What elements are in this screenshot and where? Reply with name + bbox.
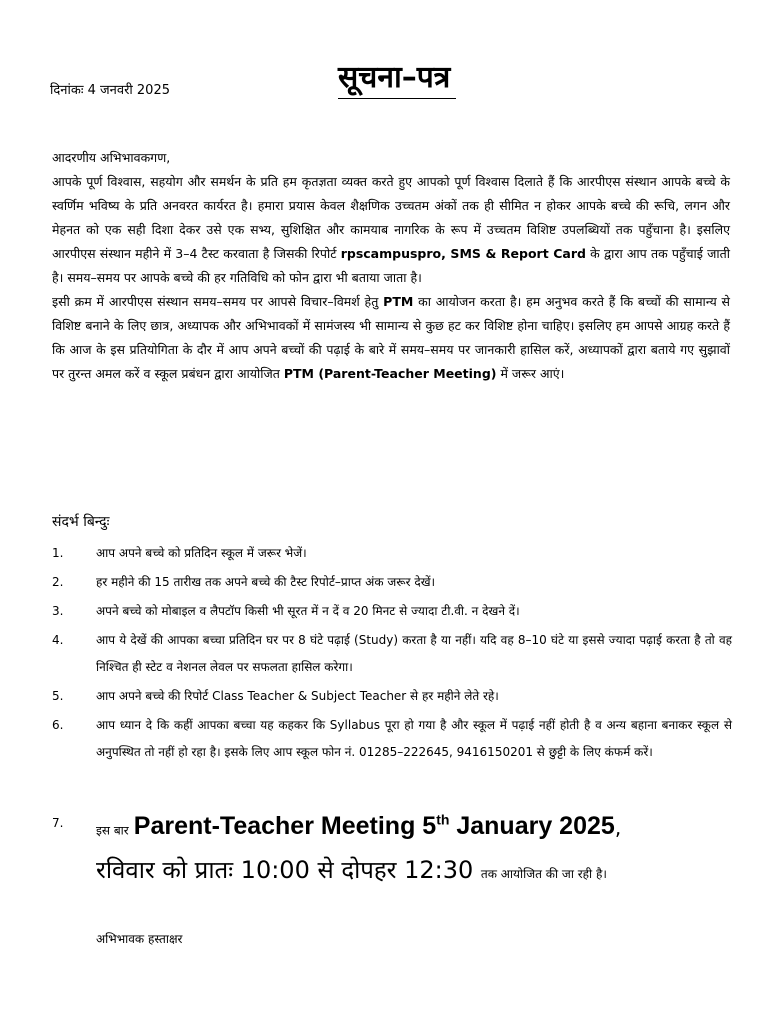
list-item-text: आप अपने बच्चे को प्रतिदिन स्कूल में जरूर भेजें। xyxy=(96,546,307,560)
parent-signature-label: अभिभावक हस्ताक्षर xyxy=(96,932,183,946)
list-item-text: अपने बच्चे को मोबाइल व लैपटॉप किसी भी सूरत में न दें व 20 मिनट से ज्यादा टी.वी. न देखने दें। xyxy=(96,604,520,618)
list-item-number: 1. xyxy=(52,546,64,560)
paragraph-1-text-b: के द्वारा आप तक पहुँचाई जाती है। समय–समय पर आपके बच्चे की हर गतिविधि को फोन द्वारा भी बताया जाता है। xyxy=(52,246,730,285)
list-item xyxy=(52,627,732,681)
paragraph-1 xyxy=(52,170,730,290)
meeting-time: रविवार को प्रातः 10:00 से दोपहर 12:30 xyxy=(96,856,474,885)
meeting-title xyxy=(134,812,615,840)
list-item xyxy=(52,683,732,710)
paragraph-2-text-b: का आयोजन करता है। हम अनुभव करते हैं कि बच्चों की सामान्य से विशिष्ट बनाने के लिए छात्र, अध्यापक और अभिभावकों में सामंजस्य भी सामान्य से कुछ हट कर विशिष्ट होना चाहिए। इसलिए हम आपसे आग्रह करते हैं कि आज के इस प्रतियोगिता के दौर में आप अपने बच्चों की पढ़ाई के बारे में समय–समय पर जानकारी हासिल करें, अध्यापकों द्वारा बताये गए सुझावों पर तुरन्त अमल करें व स्कूल प्रबंधन द्वारा आयोजित xyxy=(52,294,730,381)
paragraph-2-text-c: में जरूर आएं। xyxy=(500,366,565,381)
list-item-text: आप ये देखें की आपका बच्चा प्रतिदिन घर पर 8 घंटे पढ़ाई (Study) करता है या नहीं। यदि वह 8–10 घंटे या इससे ज्यादा पढ़ाई करता है तो वह निश्चित ही स्टेट व नेशनल लेवल पर सफलता हासिल करेगा। xyxy=(96,633,732,674)
list-item-number: 5. xyxy=(52,689,64,703)
letter-body xyxy=(52,146,730,386)
point-7-prefix: इस बार xyxy=(96,823,129,838)
point-7 xyxy=(52,800,742,894)
list-item xyxy=(52,540,732,567)
list-item-text: आप अपने बच्चे की रिपोर्ट Class Teacher & Subject Teacher से हर महीने लेते रहे। xyxy=(96,689,499,703)
list-item-number: 3. xyxy=(52,604,64,618)
meeting-comma: , xyxy=(614,815,622,840)
meeting-date: January 2025 xyxy=(449,812,615,841)
paragraph-1-bold: rpscampuspro, SMS & Report Card xyxy=(340,246,586,261)
greeting: आदरणीय अभिभावकगण, xyxy=(52,150,171,165)
paragraph-1-text-a: आपके पूर्ण विश्वास, सहयोग और समर्थन के प्रति हम कृतज्ञता व्यक्त करते हुए आपको पूर्ण विश्वास दिलाते हैं कि आरपीएस संस्थान आपके बच्चे के स्वर्णिम भविष्य के प्रति अनवरत कार्यरत है। हमारा प्रयास केवल शैक्षणिक उच्चतम अंकों तक ही सीमित न होकर आपके बच्चे की रूचि, लगन और मेहनत को एक सही दिशा देकर उसे एक सभ्य, सुशिक्षित और कामयाब नागरिक के रूप में उच्चतम विशिष्ट उपलब्धियों तक पहुँचाना है। इसलिए आरपीएस संस्थान महीने में 3–4 टैस्ट करवाता है जिसकी रिपोर्ट xyxy=(52,174,730,261)
point-7-line-1 xyxy=(52,800,742,850)
list-item-text: हर महीने की 15 तारीख तक अपने बच्चे की टैस्ट रिपोर्ट–प्राप्त अंक जरूर देखें। xyxy=(96,575,436,589)
paragraph-2-text-a: इसी क्रम में आरपीएस संस्थान समय–समय पर आपसे विचार–विमर्श हेतु xyxy=(52,294,379,309)
paragraph-2 xyxy=(52,290,730,386)
list-item-number: 6. xyxy=(52,718,64,732)
paragraph-2-bold-ptm: PTM xyxy=(383,294,414,309)
list-item-number: 4. xyxy=(52,633,64,647)
meeting-name: Parent-Teacher Meeting 5 xyxy=(133,812,437,841)
list-item-number: 7. xyxy=(52,816,64,830)
list-item-text: आप ध्यान दे कि कहीं आपका बच्चा यह कहकर कि Syllabus पूरा हो गया है और स्कूल में पढ़ाई नहीं होती है व अन्य बहाना बनाकर स्कूल से अनुपस्थित तो नहीं हो रहा है। इसके लिए आप स्कूल फोन नं. 01285–222645, 9416150201 से छुट्टी के लिए कंफर्म करें। xyxy=(96,718,732,759)
meeting-day-suffix: th xyxy=(436,812,450,828)
point-7-line-2 xyxy=(52,850,742,894)
list-item xyxy=(52,712,732,766)
meeting-time-suffix: तक आयोजित की जा रही है। xyxy=(480,867,607,882)
points-heading: संदर्भ बिन्दुः xyxy=(52,514,110,530)
page-title: सूचना–पत्र xyxy=(338,58,456,99)
list-item xyxy=(52,569,732,596)
points-list xyxy=(52,540,732,768)
date-text: दिनांकः 4 जनवरी 2025 xyxy=(50,83,170,98)
paragraph-2-bold-meeting: PTM (Parent-Teacher Meeting) xyxy=(283,366,497,381)
list-item xyxy=(52,598,732,625)
list-item-number: 2. xyxy=(52,575,64,589)
